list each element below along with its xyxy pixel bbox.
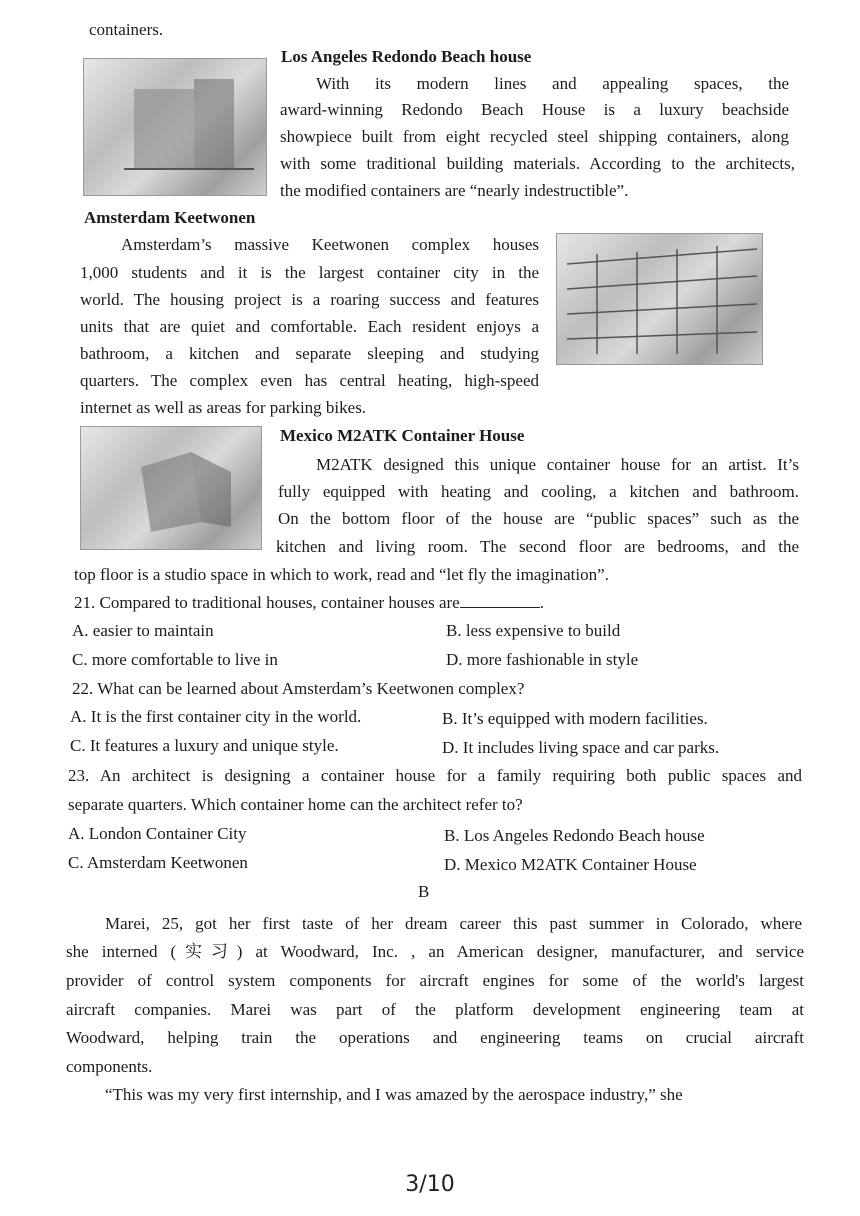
q23-stem-line-2: separate quarters. Which container home can the architect refer to? xyxy=(68,795,523,814)
amsterdam-line-7: internet as well as areas for parking bikes. xyxy=(80,398,367,417)
q21-stem-text: 21. Compared to traditional houses, container houses are xyxy=(74,593,460,612)
part-b-p1-line-1: Marei, 25, got her first taste of her dream career this past summer in Colorado, where xyxy=(105,914,802,933)
la-line-1: With its modern lines and appealing spaces, the xyxy=(316,74,789,93)
keetwonen-complex-photo xyxy=(556,233,763,365)
q21-option-d: D. more fashionable in style xyxy=(446,650,639,669)
q21-option-a: A. easier to maintain xyxy=(72,621,214,640)
part-b-label: B xyxy=(418,882,430,901)
q21-stem xyxy=(74,592,544,614)
part-b-p2-line-1: “This was my very first internship, and I was amazed by the aerospace industry,” she xyxy=(105,1085,683,1104)
la-line-5: the modified containers are “nearly indestructible”. xyxy=(280,181,629,200)
redondo-beach-house-photo xyxy=(83,58,267,196)
mexico-line-5: top floor is a studio space in which to work, read and “let fly the imagination”. xyxy=(74,565,609,584)
amsterdam-line-2: 1,000 students and it is the largest container city in the xyxy=(80,263,539,282)
q23-option-b: B. Los Angeles Redondo Beach house xyxy=(444,826,705,845)
q22-option-c: C. It features a luxury and unique style. xyxy=(70,736,339,755)
q21-option-c: C. more comfortable to live in xyxy=(72,650,278,669)
q22-option-b: B. It’s equipped with modern facilities. xyxy=(442,709,708,728)
amsterdam-line-5: bathroom, a kitchen and separate sleeping and studying xyxy=(80,344,539,363)
q21-stem-end: . xyxy=(539,593,544,612)
amsterdam-heading: Amsterdam Keetwonen xyxy=(84,208,256,227)
mexico-line-1: M2ATK designed this unique container house for an artist. It’s xyxy=(316,455,799,474)
q22-stem: 22. What can be learned about Amsterdam’s Keetwonen complex? xyxy=(72,679,525,698)
la-line-4: with some traditional building materials. According to the architects, xyxy=(280,154,795,173)
part-b-p1-line-6: components. xyxy=(66,1057,153,1076)
q21-option-b: B. less expensive to build xyxy=(446,621,621,640)
amsterdam-line-3: world. The housing project is a roaring success and features xyxy=(80,290,539,309)
la-heading: Los Angeles Redondo Beach house xyxy=(281,47,532,66)
q23-option-d: D. Mexico M2ATK Container House xyxy=(444,855,697,874)
la-line-2: award-winning Redondo Beach House is a luxury beachside xyxy=(280,100,789,119)
intro-tail-text: containers. xyxy=(89,20,164,39)
q21-answer-blank xyxy=(460,593,540,608)
q22-option-a: A. It is the first container city in the world. xyxy=(70,707,362,726)
mexico-heading: Mexico M2ATK Container House xyxy=(280,426,525,445)
part-b-p1-line-3: provider of control system components for aircraft engines for some of the world's largest xyxy=(66,971,804,990)
part-b-p1-line-2: she interned (实习) at Woodward, Inc. , an American designer, manufacturer, and service xyxy=(66,942,804,961)
part-b-p1-line-5: Woodward, helping train the operations and engineering teams on crucial aircraft xyxy=(66,1028,804,1047)
mexico-line-2: fully equipped with heating and cooling, a kitchen and bathroom. xyxy=(278,482,799,501)
part-b-p1-line-4: aircraft companies. Marei was part of the platform development engineering team at xyxy=(66,1000,804,1019)
page-number: 3/10 xyxy=(405,1172,455,1197)
amsterdam-line-1: Amsterdam’s massive Keetwonen complex houses xyxy=(121,235,539,254)
mexico-line-4: kitchen and living room. The second floor are bedrooms, and the xyxy=(276,537,799,556)
amsterdam-line-6: quarters. The complex even has central heating, high-speed xyxy=(80,371,539,390)
q23-option-c: C. Amsterdam Keetwonen xyxy=(68,853,248,872)
q22-option-d: D. It includes living space and car parks. xyxy=(442,738,720,757)
q23-stem-line-1: 23. An architect is designing a container house for a family requiring both public spaces and xyxy=(68,766,802,785)
la-line-3: showpiece built from eight recycled steel shipping containers, along xyxy=(280,127,789,146)
q23-option-a: A. London Container City xyxy=(68,824,247,843)
mexico-line-3: On the bottom floor of the house are “public spaces” such as the xyxy=(278,509,799,528)
m2atk-container-house-photo xyxy=(80,426,262,550)
amsterdam-line-4: units that are quiet and comfortable. Each resident enjoys a xyxy=(80,317,539,336)
